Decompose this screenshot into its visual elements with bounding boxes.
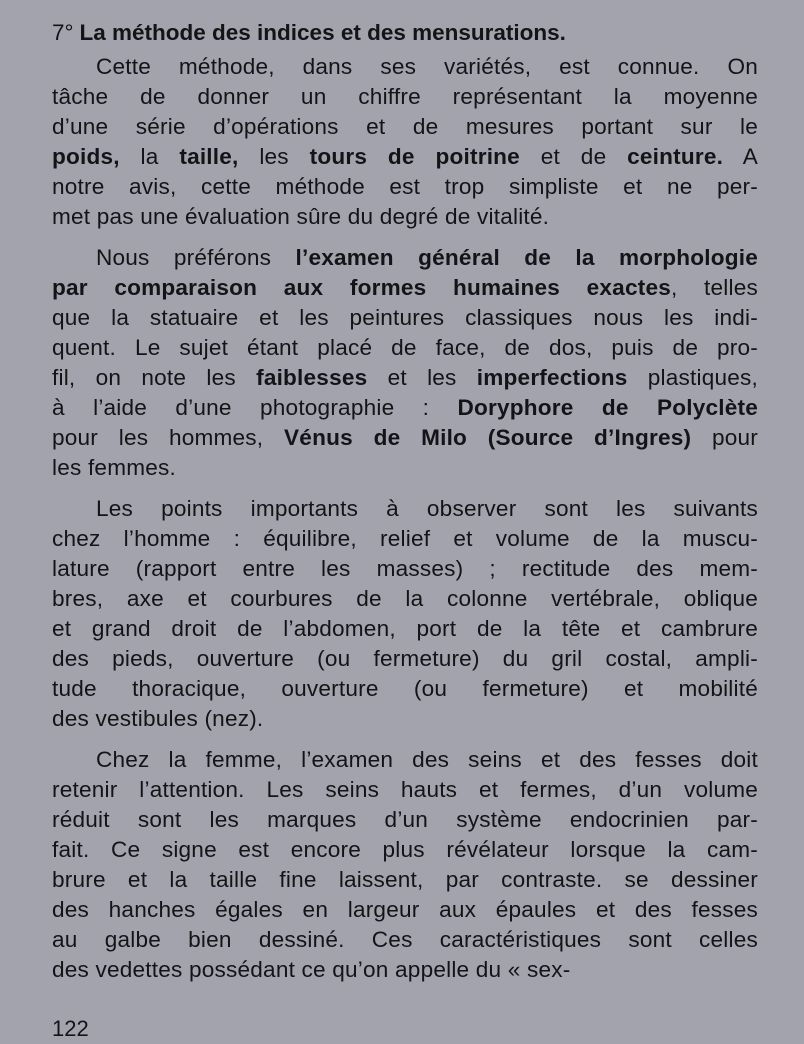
text-line xyxy=(52,423,758,453)
text-line xyxy=(52,52,758,82)
text-line xyxy=(52,674,758,704)
text-line xyxy=(52,895,758,925)
text-run: la xyxy=(119,144,180,169)
text-run: plastiques, xyxy=(627,365,758,390)
text-run: met pas une évaluation sûre du degré de vitalité. xyxy=(52,204,550,229)
text-run: que la statuaire et les peintures classiques nous les indi- xyxy=(52,305,758,330)
text-run: à l’aide d’une photographie : xyxy=(52,395,458,420)
text-run: tâche de donner un chiffre représentant la moyenne xyxy=(52,84,758,109)
bold-text: l’examen général de la morphologie xyxy=(295,245,758,270)
text-run: Chez la femme, l’examen des seins et des fesses doit xyxy=(96,747,758,772)
paragraph xyxy=(52,52,758,232)
text-line xyxy=(52,112,758,142)
text-run: chez l’homme : équilibre, relief et volume de la muscu- xyxy=(52,526,758,551)
text-run: les xyxy=(238,144,310,169)
text-run: notre avis, cette méthode est trop simpliste et ne per- xyxy=(52,174,758,199)
text-line xyxy=(52,363,758,393)
text-run: , telles xyxy=(670,275,758,300)
bold-text: taille, xyxy=(179,144,239,169)
text-run: et les xyxy=(367,365,477,390)
text-run: pour xyxy=(691,425,759,450)
text-line xyxy=(52,494,758,524)
text-run: fait. Ce signe est encore plus révélateur lorsque la cam- xyxy=(52,837,758,862)
bold-text: ceinture. xyxy=(627,144,724,169)
bold-text: tours de poitrine xyxy=(309,144,520,169)
text-line xyxy=(52,644,758,674)
text-run: brure et la taille fine laissent, par contraste. se dessiner xyxy=(52,867,758,892)
text-run: et grand droit de l’abdomen, port de la tête et cambrure xyxy=(52,616,758,641)
text-line xyxy=(52,955,758,985)
text-line xyxy=(52,865,758,895)
text-run: bres, axe et courbures de la colonne vertébrale, oblique xyxy=(52,586,758,611)
paragraph xyxy=(52,494,758,734)
section-number: 7° xyxy=(52,20,74,45)
text-line xyxy=(52,273,758,303)
bold-text: poids, xyxy=(52,144,120,169)
bold-text: Doryphore de Polyclète xyxy=(457,395,758,420)
text-run: des hanches égales en largeur aux épaules et des fesses xyxy=(52,897,758,922)
body-text xyxy=(52,52,758,985)
text-line xyxy=(52,925,758,955)
text-run: pour les hommes, xyxy=(52,425,285,450)
paragraph xyxy=(52,745,758,985)
text-line xyxy=(52,835,758,865)
document-page xyxy=(52,18,758,996)
text-line xyxy=(52,614,758,644)
bold-text: par comparaison aux formes humaines exactes xyxy=(52,275,671,300)
text-line xyxy=(52,704,758,734)
text-line xyxy=(52,303,758,333)
text-run: d’une série d’opérations et de mesures portant sur le xyxy=(52,114,758,139)
text-line xyxy=(52,554,758,584)
text-line xyxy=(52,805,758,835)
text-run: Cette méthode, dans ses variétés, est connue. On xyxy=(96,54,758,79)
bold-text: faiblesses xyxy=(256,365,368,390)
text-line xyxy=(52,745,758,775)
bold-text: Vénus de Milo (Source d’Ingres) xyxy=(284,425,692,450)
section-heading xyxy=(52,18,758,48)
text-run: au galbe bien dessiné. Ces caractéristiques sont celles xyxy=(52,927,758,952)
text-line xyxy=(52,584,758,614)
text-run: Les points importants à observer sont les suivants xyxy=(96,496,758,521)
text-run: des pieds, ouverture (ou fermeture) du gril costal, ampli- xyxy=(52,646,758,671)
text-run: les femmes. xyxy=(52,455,176,480)
text-run: quent. Le sujet étant placé de face, de dos, puis de pro- xyxy=(52,335,758,360)
section-title: La méthode des indices et des mensurations. xyxy=(79,20,566,45)
text-line xyxy=(52,524,758,554)
text-line xyxy=(52,775,758,805)
text-run: et de xyxy=(519,144,628,169)
text-run: A xyxy=(723,144,758,169)
text-run: tude thoracique, ouverture (ou fermeture) et mobilité xyxy=(52,676,758,701)
text-line xyxy=(52,393,758,423)
text-line xyxy=(52,243,758,273)
text-line xyxy=(52,202,758,232)
text-run: réduit sont les marques d’un système endocrinien par- xyxy=(52,807,758,832)
text-line xyxy=(52,82,758,112)
bold-text: imperfections xyxy=(476,365,628,390)
paragraph xyxy=(52,243,758,483)
text-line xyxy=(52,333,758,363)
text-line xyxy=(52,172,758,202)
page-number: 122 xyxy=(52,1016,89,1041)
text-run: fil, on note les xyxy=(52,365,257,390)
text-run: retenir l’attention. Les seins hauts et fermes, d’un volume xyxy=(52,777,758,802)
text-run: des vestibules (nez). xyxy=(52,706,264,731)
text-line xyxy=(52,453,758,483)
text-line xyxy=(52,142,758,172)
text-run: Nous préférons xyxy=(96,245,296,270)
text-run: lature (rapport entre les masses) ; rectitude des mem- xyxy=(52,556,758,581)
text-run: des vedettes possédant ce qu’on appelle du « sex- xyxy=(52,957,571,982)
